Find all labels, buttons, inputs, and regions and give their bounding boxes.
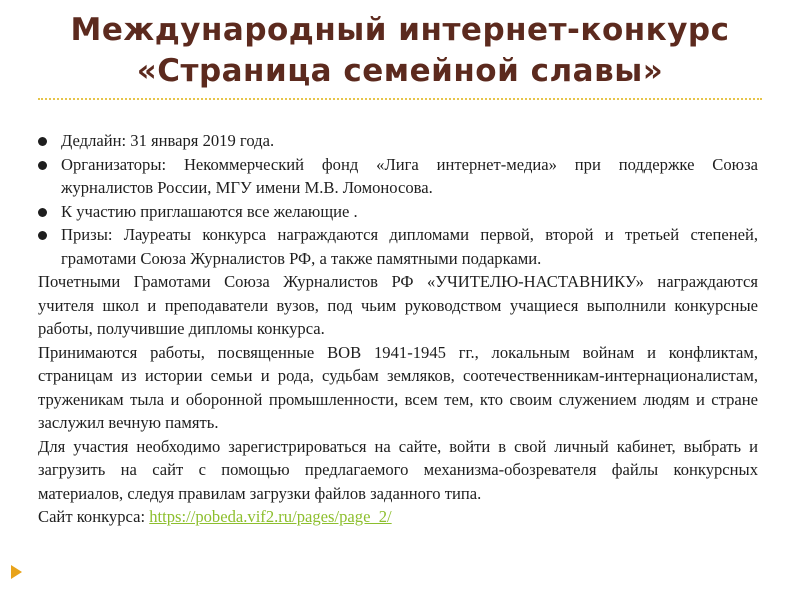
bullet-dot-icon bbox=[38, 208, 47, 217]
bullet-item-organizers bbox=[38, 153, 758, 200]
paragraph-teacher-awards: Почетными Грамотами Союза Журналистов РФ «УЧИТЕЛЮ-НАСТАВНИКУ» награждаются учителя школ и преподаватели вузов, под чьим руководством учащиеся выполнили конкурсные работы, получившие дипломы конкурса. bbox=[38, 272, 758, 338]
site-label: Сайт конкурса: bbox=[38, 507, 150, 526]
slide-content bbox=[38, 129, 758, 529]
paragraph-accepted-works: Принимаются работы, посвященные ВОВ 1941-1945 гг., локальным войнам и конфликтам, страницам из истории семьи и рода, судьбам земляков, соотечественникам-интернационалистам, труженикам тыла и оборонной промышленности, всем тем, кто своим служением людям и стране заслужил вечную память. bbox=[38, 342, 758, 432]
page-title bbox=[0, 10, 800, 92]
bullet-dot-icon bbox=[38, 137, 47, 146]
bullet-text: Дедлайн: 31 января 2019 года. bbox=[61, 131, 275, 150]
title-line-1: Международный интернет-конкурс bbox=[70, 12, 730, 48]
next-slide-arrow-icon[interactable] bbox=[11, 565, 22, 579]
bullet-item-prizes bbox=[38, 223, 758, 270]
site-line bbox=[38, 505, 758, 529]
title-line-2: «Страница семейной славы» bbox=[136, 53, 664, 89]
bullet-text: Организаторы: Некоммерческий фонд «Лига интернет-медиа» при поддержке Союза журналистов России, МГУ имени М.В. Ломоносова. bbox=[61, 154, 758, 197]
bullet-dot-icon bbox=[38, 161, 47, 170]
bullet-dot-icon bbox=[38, 231, 47, 240]
bullet-text: Призы: Лауреаты конкурса награждаются дипломами первой, второй и третьей степеней, грамотами Союза Журналистов РФ, а также памятными подарками. bbox=[61, 225, 758, 268]
title-divider bbox=[38, 98, 762, 100]
bullet-list bbox=[38, 129, 758, 270]
site-link[interactable]: https://pobeda.vif2.ru/pages/page_2/ bbox=[149, 507, 392, 526]
bullet-item-deadline bbox=[38, 129, 758, 153]
bullet-item-participants bbox=[38, 200, 758, 224]
bullet-text: К участию приглашаются все желающие . bbox=[61, 201, 358, 221]
paragraph-participation: Для участия необходимо зарегистрироваться на сайте, войти в свой личный кабинет, выбрать и загрузить на сайт с помощью предлагаемого механизма-обозревателя файлы конкурсных материалов, следуя правилам загрузки файлов заданного типа. bbox=[38, 436, 758, 503]
